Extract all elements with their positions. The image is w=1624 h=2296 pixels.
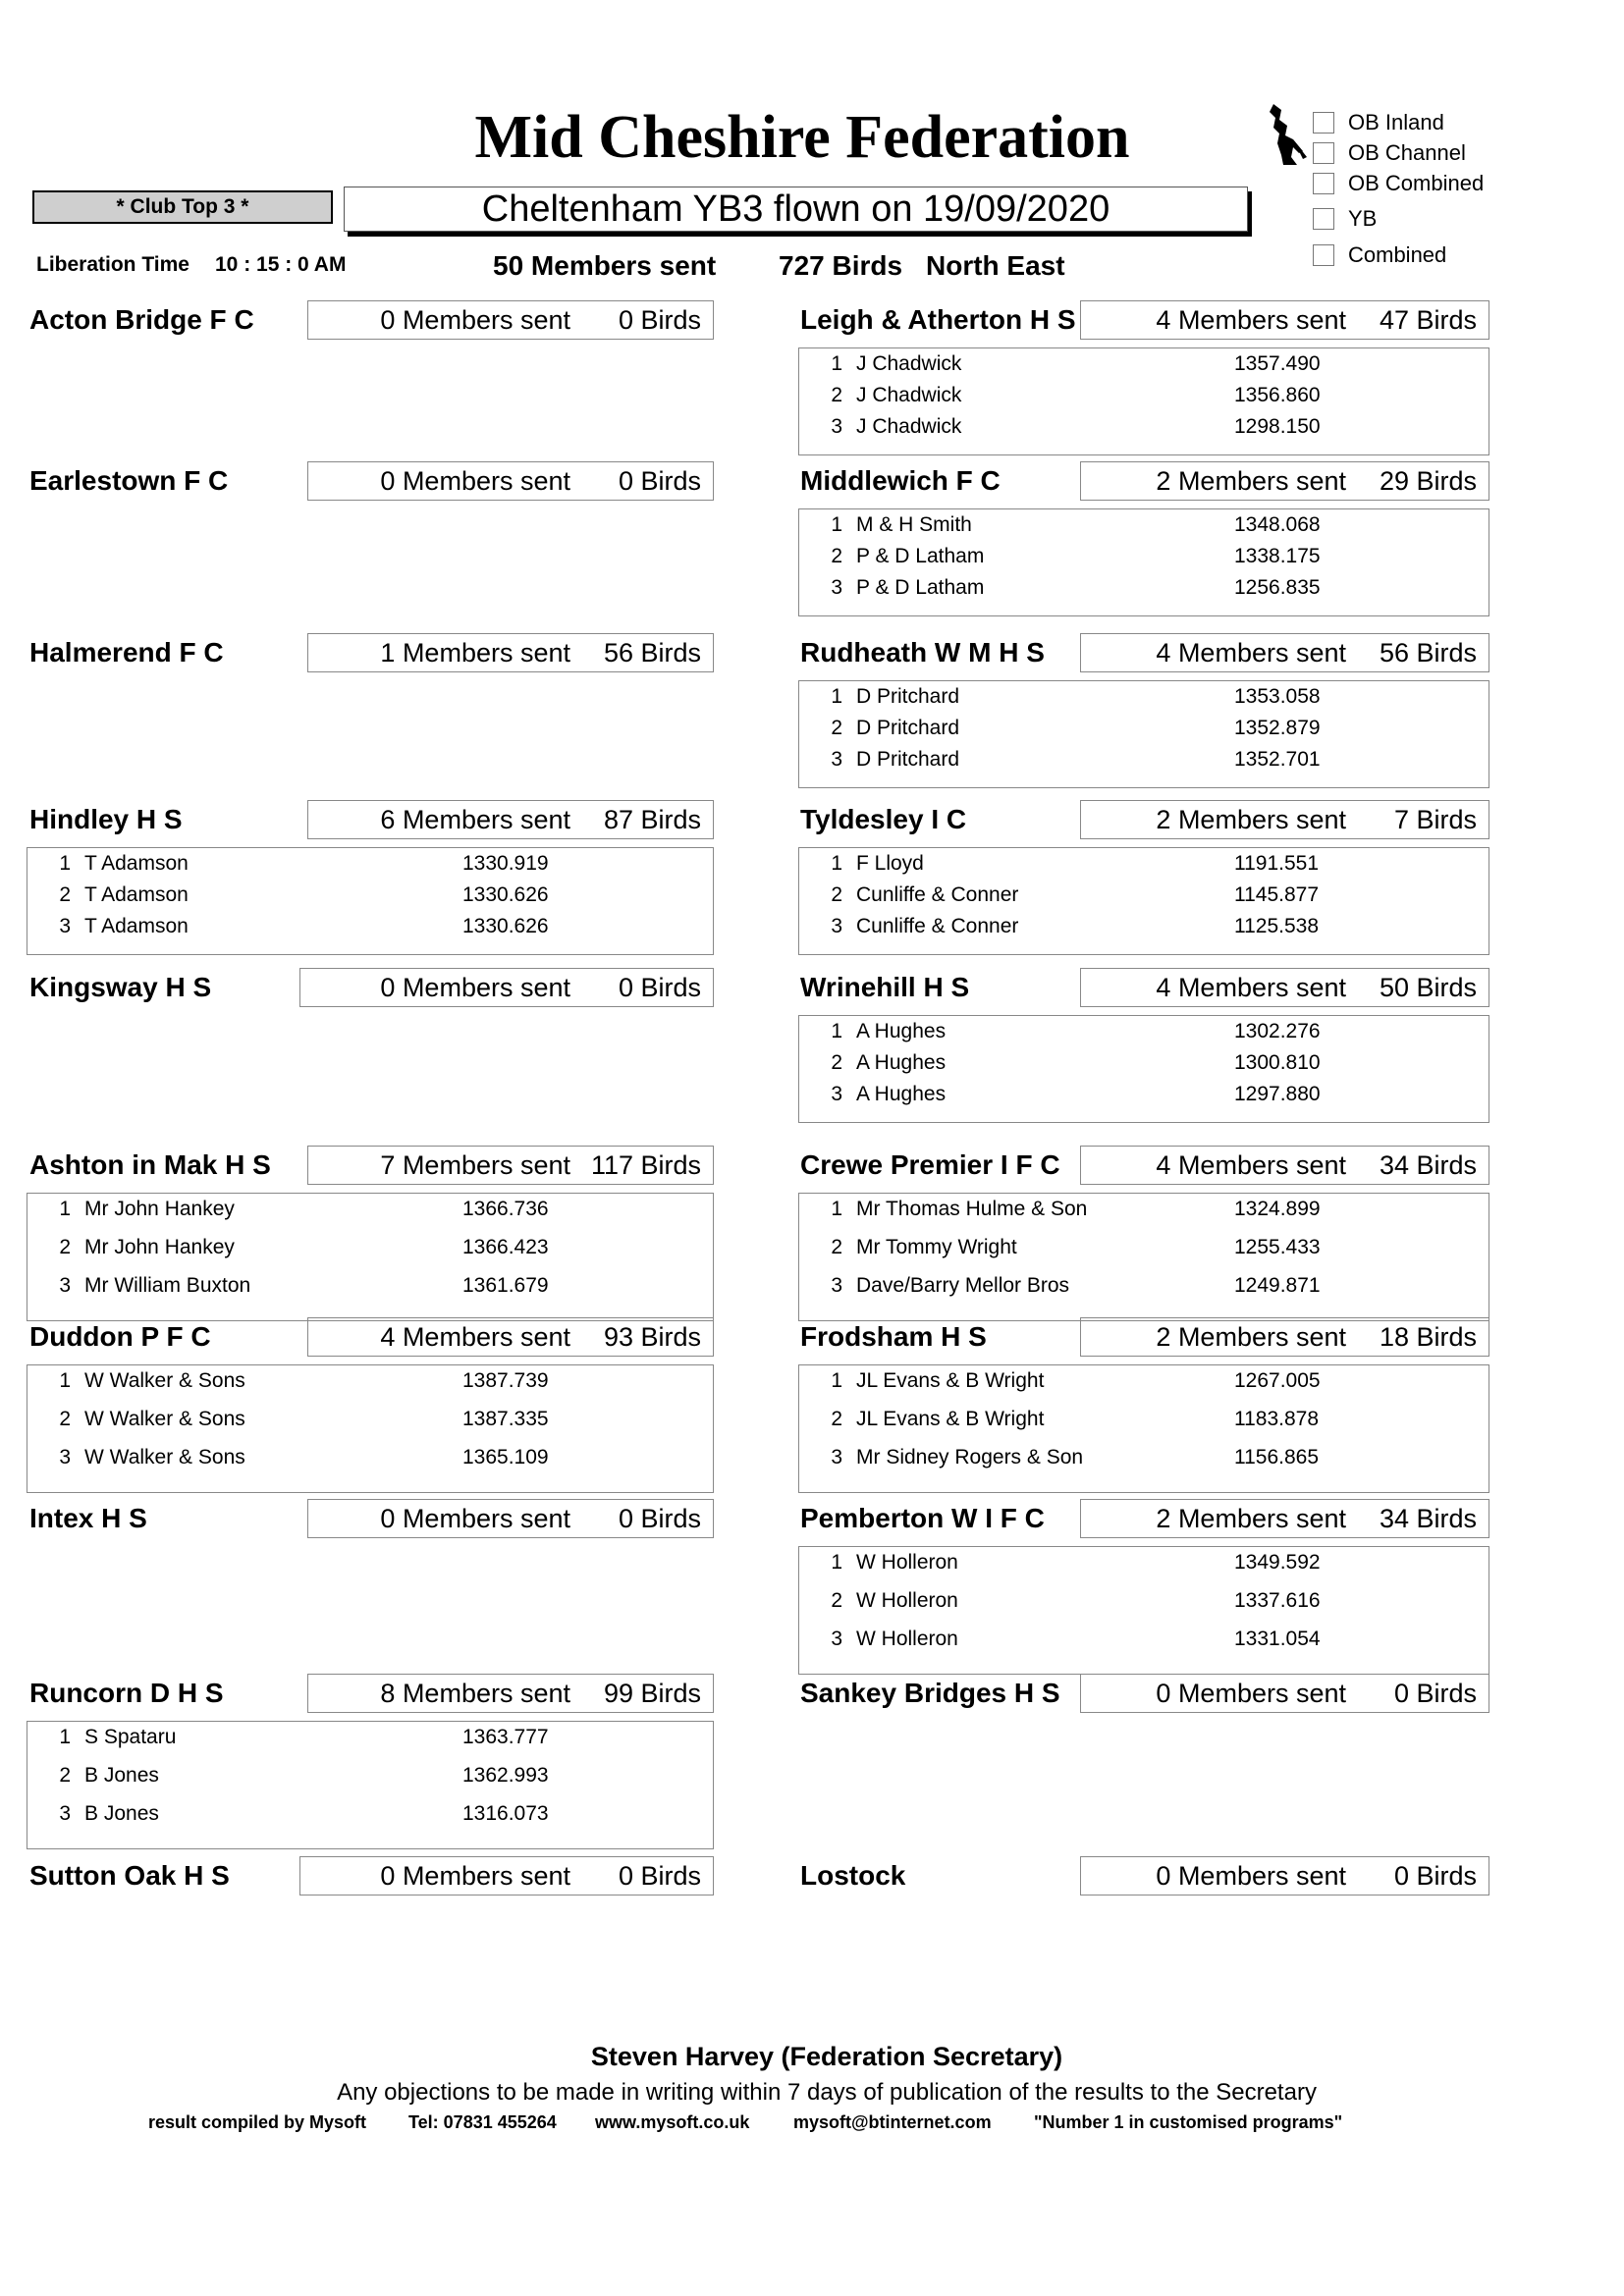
result-name: JL Evans & B Wright [856, 1369, 1045, 1392]
result-name: D Pritchard [856, 748, 960, 771]
club-name-halmerend-f-c: Halmerend F C [29, 637, 224, 667]
result-position: 2 [59, 1408, 71, 1430]
birds-sent: 87 Birds [603, 804, 701, 834]
club-top-label: * Club Top 3 * [32, 190, 333, 224]
result-velocity: 1349.592 [1234, 1551, 1321, 1574]
results-box [798, 508, 1489, 616]
result-row [27, 1198, 713, 1236]
club-name-middlewich-f-c: Middlewich F C [800, 465, 1001, 496]
result-position: 2 [831, 1589, 842, 1612]
checkbox-icon[interactable] [1313, 112, 1334, 133]
club-summary [307, 461, 714, 501]
option-ob-combined[interactable]: OB Combined [1313, 169, 1484, 198]
birds-sent: 0 Birds [618, 972, 701, 1002]
birds-sent: 47 Birds [1379, 304, 1477, 335]
birds-sent: 117 Birds [590, 1149, 701, 1180]
club-name-lostock: Lostock [800, 1860, 906, 1891]
result-position: 1 [59, 1198, 71, 1220]
results-box [27, 1193, 714, 1321]
club-name-wrinehill-h-s: Wrinehill H S [800, 972, 970, 1002]
results-box [798, 1015, 1489, 1123]
club-summary [307, 1146, 714, 1185]
result-row [799, 1446, 1489, 1484]
result-name: W Walker & Sons [84, 1408, 245, 1430]
results-box [27, 847, 714, 955]
members-sent: 4 Members sent [1156, 304, 1346, 335]
checkbox-icon[interactable] [1313, 244, 1334, 266]
members-sent: 1 Members sent [380, 637, 570, 667]
result-row [27, 1446, 713, 1484]
result-row [799, 513, 1489, 545]
birds-sent: 0 Birds [1393, 1860, 1477, 1891]
checkbox-icon[interactable] [1313, 173, 1334, 194]
result-position: 1 [59, 1726, 71, 1748]
result-row [799, 1051, 1489, 1083]
result-position: 3 [59, 1802, 71, 1825]
result-position: 3 [831, 915, 842, 937]
members-sent: 4 Members sent [1156, 1149, 1346, 1180]
result-position: 2 [831, 384, 842, 406]
club-summary [307, 1674, 714, 1713]
club-name-intex-h-s: Intex H S [29, 1503, 147, 1533]
club-summary [1080, 1317, 1489, 1357]
result-position: 3 [831, 415, 842, 438]
secretary-line: Steven Harvey (Federation Secretary) [590, 2042, 1063, 2071]
result-row [27, 1802, 713, 1841]
result-name: Cunliffe & Conner [856, 915, 1019, 937]
result-name: Mr Thomas Hulme & Son [856, 1198, 1088, 1220]
result-velocity: 1363.777 [462, 1726, 549, 1748]
total-members: 50 Members sent [493, 250, 717, 281]
result-name: W Walker & Sons [84, 1446, 245, 1468]
birds-sent: 99 Birds [603, 1678, 701, 1708]
club-summary [1080, 968, 1489, 1007]
phone-credit: Tel: 07831 455264 [408, 2112, 557, 2132]
option-ob-channel[interactable]: OB Channel [1313, 138, 1466, 168]
result-velocity: 1183.878 [1234, 1408, 1320, 1430]
result-row [799, 1020, 1489, 1051]
result-position: 3 [831, 1083, 842, 1105]
result-velocity: 1362.993 [462, 1764, 549, 1787]
compiled-credit: result compiled by Mysoft [148, 2112, 367, 2132]
result-velocity: 1297.880 [1234, 1083, 1321, 1105]
result-row [27, 883, 713, 915]
pigeon-icon [1264, 100, 1311, 167]
result-name: T Adamson [84, 852, 189, 875]
result-velocity: 1353.058 [1234, 685, 1321, 708]
club-summary [1080, 633, 1489, 672]
result-row [799, 1628, 1489, 1666]
result-row [27, 1408, 713, 1446]
members-sent: 4 Members sent [1156, 637, 1346, 667]
club-name-pemberton-w-i-f-c: Pemberton W I F C [800, 1503, 1045, 1533]
federation-title: Mid Cheshire Federation [474, 104, 1130, 171]
result-velocity: 1256.835 [1234, 576, 1321, 599]
birds-sent: 0 Birds [618, 465, 701, 496]
result-velocity: 1324.899 [1234, 1198, 1321, 1220]
result-name: Mr John Hankey [84, 1198, 235, 1220]
results-box [798, 1193, 1489, 1321]
club-summary [1080, 1856, 1489, 1896]
result-row [27, 915, 713, 946]
members-sent: 2 Members sent [1156, 465, 1346, 496]
result-position: 2 [831, 1408, 842, 1430]
result-name: J Chadwick [856, 352, 962, 375]
result-velocity: 1348.068 [1234, 513, 1321, 536]
club-summary [1080, 1499, 1489, 1538]
result-position: 3 [59, 915, 71, 937]
email-link[interactable]: mysoft@btinternet.com [793, 2112, 992, 2132]
club-summary [307, 1317, 714, 1357]
result-velocity: 1338.175 [1234, 545, 1321, 567]
result-velocity: 1387.739 [462, 1369, 549, 1392]
website-link[interactable]: www.mysoft.co.uk [595, 2112, 750, 2132]
club-name-runcorn-d-h-s: Runcorn D H S [29, 1678, 224, 1708]
result-velocity: 1191.551 [1234, 852, 1320, 875]
result-velocity: 1316.073 [462, 1802, 549, 1825]
result-name: F Lloyd [856, 852, 924, 875]
result-velocity: 1366.736 [462, 1198, 549, 1220]
result-position: 1 [831, 513, 842, 536]
result-position: 2 [59, 1236, 71, 1258]
result-velocity: 1145.877 [1234, 883, 1320, 906]
club-summary [299, 1856, 714, 1896]
option-ob-inland[interactable]: OB Inland [1313, 108, 1444, 137]
result-position: 1 [831, 1369, 842, 1392]
members-sent: 6 Members sent [380, 804, 570, 834]
result-name: P & D Latham [856, 576, 985, 599]
result-name: W Holleron [856, 1589, 958, 1612]
result-name: Mr William Buxton [84, 1274, 251, 1297]
result-velocity: 1356.860 [1234, 384, 1321, 406]
result-velocity: 1361.679 [462, 1274, 549, 1297]
members-sent: 0 Members sent [380, 1503, 570, 1533]
result-name: M & H Smith [856, 513, 972, 536]
results-box [798, 1546, 1489, 1675]
result-velocity: 1267.005 [1234, 1369, 1321, 1392]
result-name: Mr Sidney Rogers & Son [856, 1446, 1084, 1468]
club-name-hindley-h-s: Hindley H S [29, 804, 183, 834]
liberation-time: 10 : 15 : 0 AM [215, 253, 347, 276]
members-sent: 0 Members sent [380, 304, 570, 335]
result-velocity: 1125.538 [1234, 915, 1320, 937]
result-row [27, 1726, 713, 1764]
result-velocity: 1156.865 [1234, 1446, 1320, 1468]
result-velocity: 1357.490 [1234, 352, 1321, 375]
members-sent: 2 Members sent [1156, 804, 1346, 834]
result-row [799, 1408, 1489, 1446]
result-row [799, 1274, 1489, 1312]
result-velocity: 1387.335 [462, 1408, 549, 1430]
birds-sent: 34 Birds [1379, 1503, 1477, 1533]
result-position: 3 [831, 748, 842, 771]
club-name-crewe-premier-i-f-c: Crewe Premier I F C [800, 1149, 1060, 1180]
result-name: Mr John Hankey [84, 1236, 235, 1258]
result-velocity: 1302.276 [1234, 1020, 1321, 1042]
result-name: T Adamson [84, 915, 189, 937]
result-row [27, 1236, 713, 1274]
result-row [799, 1083, 1489, 1114]
result-position: 1 [831, 1198, 842, 1220]
result-row [27, 1369, 713, 1408]
result-velocity: 1300.810 [1234, 1051, 1321, 1074]
liberation-label: Liberation Time [36, 253, 189, 276]
results-box [798, 847, 1489, 955]
slogan-credit: "Number 1 in customised programs" [1034, 2112, 1343, 2132]
result-name: W Holleron [856, 1551, 958, 1574]
club-summary [1080, 300, 1489, 340]
result-velocity: 1352.879 [1234, 717, 1321, 739]
result-velocity: 1330.919 [462, 852, 549, 875]
result-row [799, 545, 1489, 576]
objections-line: Any objections to be made in writing within 7 days of publication of the results to the Secretary [337, 2079, 1317, 2106]
result-velocity: 1298.150 [1234, 415, 1321, 438]
club-name-sankey-bridges-h-s: Sankey Bridges H S [800, 1678, 1060, 1708]
club-summary [1080, 1674, 1489, 1713]
result-row [27, 1274, 713, 1312]
result-name: J Chadwick [856, 415, 962, 438]
result-position: 3 [831, 1274, 842, 1297]
birds-sent: 0 Birds [618, 1503, 701, 1533]
result-velocity: 1330.626 [462, 915, 549, 937]
checkbox-icon[interactable] [1313, 208, 1334, 230]
members-sent: 0 Members sent [1156, 1678, 1346, 1708]
club-summary [1080, 800, 1489, 839]
club-name-earlestown-f-c: Earlestown F C [29, 465, 229, 496]
result-name: JL Evans & B Wright [856, 1408, 1045, 1430]
result-velocity: 1337.616 [1234, 1589, 1321, 1612]
club-summary [307, 633, 714, 672]
result-velocity: 1331.054 [1234, 1628, 1321, 1650]
club-summary [307, 800, 714, 839]
members-sent: 4 Members sent [380, 1321, 570, 1352]
result-name: Dave/Barry Mellor Bros [856, 1274, 1070, 1297]
club-name-frodsham-h-s: Frodsham H S [800, 1321, 987, 1352]
birds-sent: 18 Birds [1379, 1321, 1477, 1352]
result-position: 1 [59, 1369, 71, 1392]
result-name: D Pritchard [856, 685, 960, 708]
result-name: A Hughes [856, 1051, 947, 1074]
result-name: P & D Latham [856, 545, 985, 567]
club-name-rudheath-w-m-h-s: Rudheath W M H S [800, 637, 1045, 667]
members-sent: 0 Members sent [380, 972, 570, 1002]
result-position: 3 [59, 1446, 71, 1468]
result-name: D Pritchard [856, 717, 960, 739]
total-birds: 727 Birds [779, 250, 903, 281]
option-combined[interactable]: Combined [1313, 240, 1446, 270]
birds-sent: 56 Birds [1379, 637, 1477, 667]
results-box [798, 347, 1489, 455]
result-position: 1 [831, 685, 842, 708]
race-title: Cheltenham YB3 flown on 19/09/2020 [344, 187, 1248, 232]
result-velocity: 1249.871 [1234, 1274, 1321, 1297]
birds-sent: 7 Birds [1393, 804, 1477, 834]
results-box [27, 1721, 714, 1849]
result-row [27, 852, 713, 883]
club-name-kingsway-h-s: Kingsway H S [29, 972, 212, 1002]
members-sent: 7 Members sent [380, 1149, 570, 1180]
club-summary [299, 968, 714, 1007]
result-position: 2 [831, 1051, 842, 1074]
checkbox-icon[interactable] [1313, 142, 1334, 164]
result-name: Cunliffe & Conner [856, 883, 1019, 906]
members-sent: 2 Members sent [1156, 1321, 1346, 1352]
result-row [799, 1589, 1489, 1628]
result-name: Mr Tommy Wright [856, 1236, 1017, 1258]
result-position: 3 [831, 1628, 842, 1650]
club-name-leigh-atherton-h-s: Leigh & Atherton H S [800, 304, 1076, 335]
club-name-tyldesley-i-c: Tyldesley I C [800, 804, 967, 834]
result-row [799, 1369, 1489, 1408]
result-name: J Chadwick [856, 384, 962, 406]
club-summary [307, 300, 714, 340]
club-name-acton-bridge-f-c: Acton Bridge F C [29, 304, 254, 335]
region-label: North East [926, 250, 1065, 281]
result-row [27, 1764, 713, 1802]
result-position: 2 [59, 883, 71, 906]
birds-sent: 93 Birds [603, 1321, 701, 1352]
club-name-ashton-in-mak-h-s: Ashton in Mak H S [29, 1149, 271, 1180]
result-row [799, 1551, 1489, 1589]
result-row [799, 717, 1489, 748]
result-row [799, 1198, 1489, 1236]
result-name: B Jones [84, 1764, 159, 1787]
birds-sent: 0 Birds [618, 304, 701, 335]
birds-sent: 29 Birds [1379, 465, 1477, 496]
result-row [799, 685, 1489, 717]
members-sent: 0 Members sent [380, 465, 570, 496]
members-sent: 8 Members sent [380, 1678, 570, 1708]
result-name: T Adamson [84, 883, 189, 906]
result-name: A Hughes [856, 1083, 947, 1105]
result-position: 1 [831, 352, 842, 375]
result-row [799, 915, 1489, 946]
results-box [798, 1364, 1489, 1493]
result-row [799, 384, 1489, 415]
result-row [799, 415, 1489, 447]
club-summary [1080, 1146, 1489, 1185]
result-velocity: 1366.423 [462, 1236, 549, 1258]
result-position: 3 [59, 1274, 71, 1297]
result-position: 2 [831, 883, 842, 906]
result-row [799, 352, 1489, 384]
result-position: 1 [831, 1551, 842, 1574]
result-position: 3 [831, 1446, 842, 1468]
result-row [799, 748, 1489, 779]
club-summary [307, 1499, 714, 1538]
result-row [799, 576, 1489, 608]
birds-sent: 34 Birds [1379, 1149, 1477, 1180]
result-position: 1 [59, 852, 71, 875]
results-box [27, 1364, 714, 1493]
result-row [799, 1236, 1489, 1274]
result-name: W Holleron [856, 1628, 958, 1650]
result-velocity: 1352.701 [1234, 748, 1321, 771]
result-position: 1 [831, 852, 842, 875]
club-summary [1080, 461, 1489, 501]
birds-sent: 50 Birds [1379, 972, 1477, 1002]
result-position: 2 [831, 1236, 842, 1258]
members-sent: 0 Members sent [380, 1860, 570, 1891]
result-position: 3 [831, 576, 842, 599]
result-velocity: 1365.109 [462, 1446, 549, 1468]
birds-sent: 0 Birds [1393, 1678, 1477, 1708]
result-position: 1 [831, 1020, 842, 1042]
club-name-sutton-oak-h-s: Sutton Oak H S [29, 1860, 230, 1891]
result-name: S Spataru [84, 1726, 177, 1748]
result-name: W Walker & Sons [84, 1369, 245, 1392]
result-name: B Jones [84, 1802, 159, 1825]
result-position: 2 [831, 717, 842, 739]
result-position: 2 [59, 1764, 71, 1787]
birds-sent: 56 Birds [603, 637, 701, 667]
result-row [799, 883, 1489, 915]
option-yb[interactable]: YB [1313, 204, 1377, 234]
result-position: 2 [831, 545, 842, 567]
result-name: A Hughes [856, 1020, 947, 1042]
members-sent: 4 Members sent [1156, 972, 1346, 1002]
results-box [798, 680, 1489, 788]
result-velocity: 1330.626 [462, 883, 549, 906]
birds-sent: 0 Birds [618, 1860, 701, 1891]
members-sent: 0 Members sent [1156, 1860, 1346, 1891]
club-name-duddon-p-f-c: Duddon P F C [29, 1321, 211, 1352]
result-velocity: 1255.433 [1234, 1236, 1321, 1258]
result-row [799, 852, 1489, 883]
members-sent: 2 Members sent [1156, 1503, 1346, 1533]
